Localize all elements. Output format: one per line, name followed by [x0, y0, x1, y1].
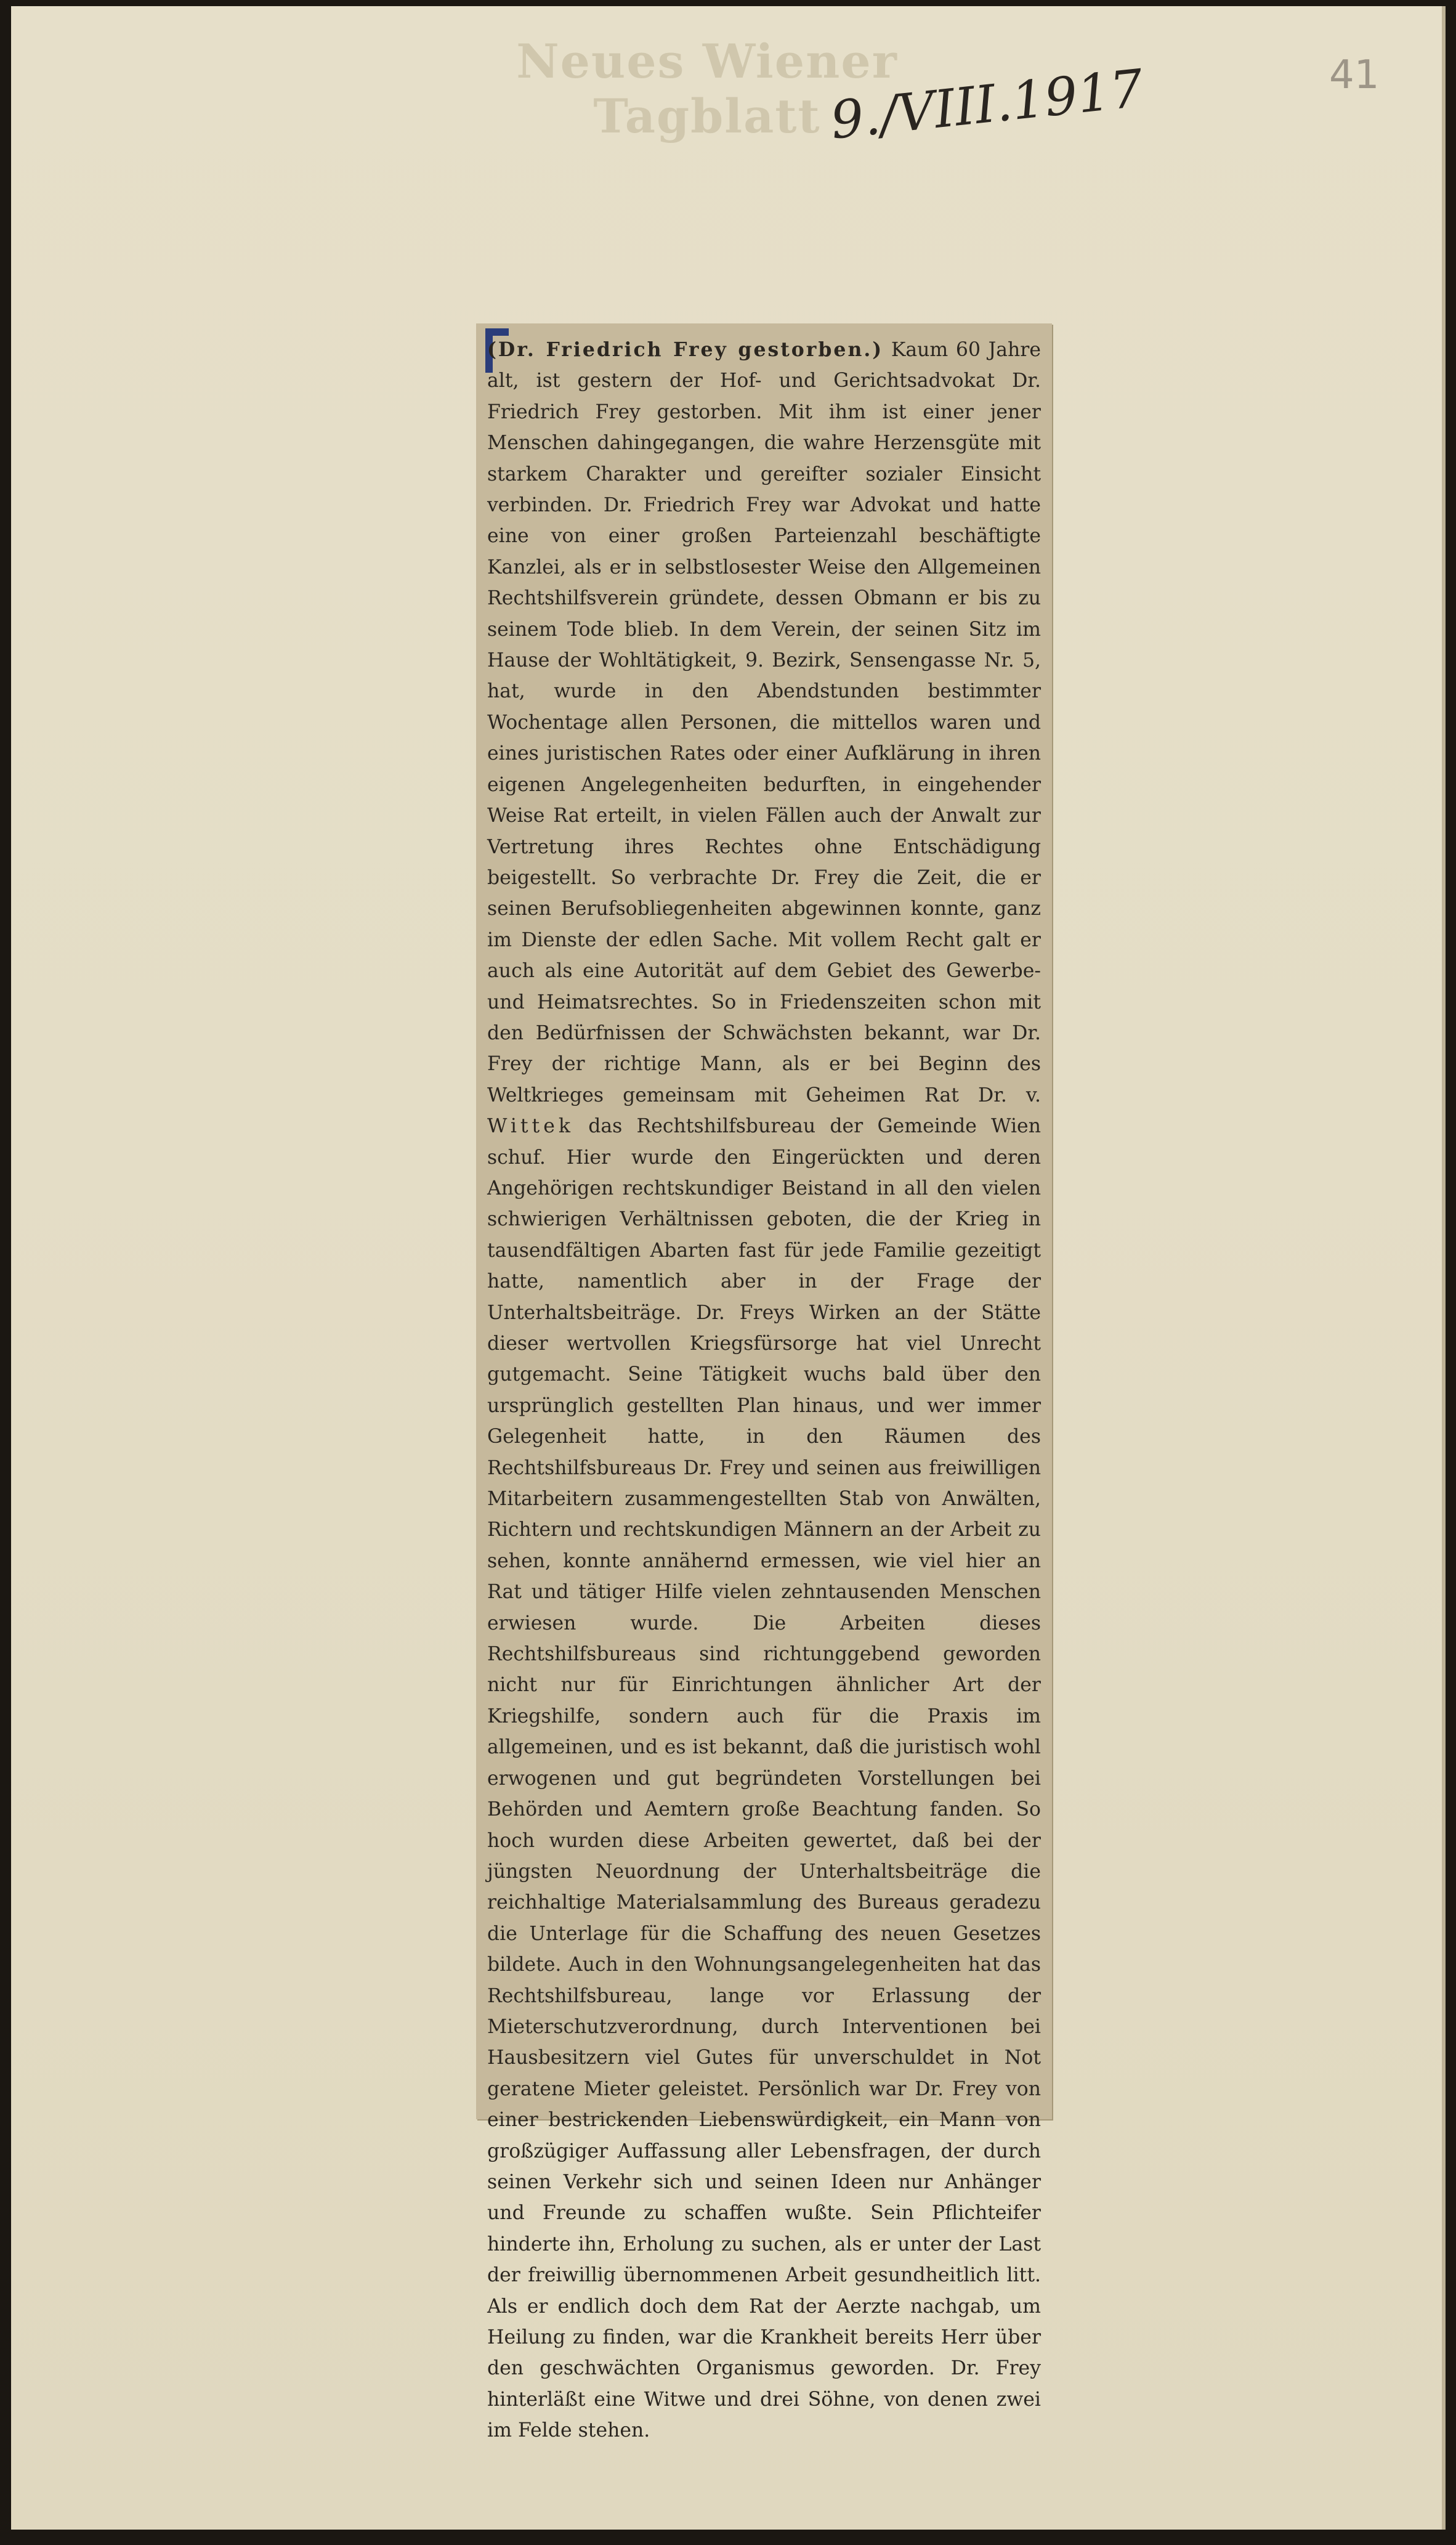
- page-number: 41: [1329, 52, 1380, 98]
- archive-sheet: [11, 6, 1446, 2530]
- article-spaced-name: Wittek: [487, 1115, 574, 1138]
- article-text-part-2: das Rechtshilfsbureau der Gemeinde Wien schuf. Hier wurde den Eingerückten und deren Angehörigen rechtskundiger Beistand in all den vielen schwierigen Verhältnissen geboten, die der Krieg in tausendfältigen Abarten fast für jede Familie gezeitigt hatte, namentlich aber in der Frage der Unterhaltsbeiträge. Dr. Freys Wirken an der Stätte dieser wertvollen Kriegsfürsorge hat viel Unrecht gutgemacht. Seine Tätigkeit wuchs bald über den ursprünglich gestellten Plan hinaus, und wer immer Gelegenheit hatte, in den Räumen des Rechtshilfsbureaus Dr. Frey und seinen aus freiwilligen Mitarbeitern zusammengestellten Stab von Anwälten, Richtern und rechtskundigen Männern an der Arbeit zu sehen, konnte annähernd ermessen, wie viel hier an Rat und tätiger Hilfe vielen zehntausenden Menschen erwiesen wurde. Die Arbeiten dieses Rechtshilfsbureaus sind richtunggebend geworden nicht nur für Einrichtungen ähnlicher Art der Kriegshilfe, sondern auch für die Praxis im allgemeinen, und es ist bekannt, daß die juristisch wohl erwogenen und gut begründeten Vorstellungen bei Behörden und Aemtern große Beachtung fanden. So hoch wurden diese Arbeiten gewertet, daß bei der jüngsten Neuordnung der Unterhaltsbeiträge die reichhaltige Materialsammlung des Bureaus geradezu die Unterlage für die Schaffung des neuen Gesetzes bildete. Auch in den Wohnungsangelegenheiten hat das Rechtshilfsbureau, lange vor Erlassung der Mieterschutzverordnung, durch Interventionen bei Hausbesitzern viel Gutes für unverschuldet in Not geratene Mieter geleistet. Persönlich war Dr. Frey von einer bestrickenden Liebenswürdigkeit, ein Mann von großzügiger Auffassung aller Lebensfragen, der durch seinen Verkehr sich und seinen Ideen nur Anhänger und Freunde zu schaffen wußte. Sein Pflichteifer hinderte ihn, Erholung zu suchen, als er unter der Last der freiwillig übernommenen Arbeit gesundheitlich litt. Als er endlich doch dem Rat der Aerzte nachgab, um Heilung zu finden, war die Krankheit bereits Herr über den geschwächten Organismus geworden. Dr. Frey hinterläßt eine Witwe und drei Söhne, von denen zwei im Felde stehen.: [487, 1115, 1041, 2442]
- article-title: (Dr. Friedrich Frey gestorben.): [487, 338, 884, 361]
- newspaper-clipping: [476, 323, 1052, 2442]
- article-body: [487, 335, 1041, 2442]
- handwritten-date: 9./VIII.1917: [828, 57, 1146, 151]
- newspaper-masthead-stamp: Neues Wiener Tagblatt: [516, 34, 898, 144]
- article-text-part-1: Kaum 60 Jahre alt, ist gestern der Hof- und Gerichtsadvokat Dr. Friedrich Frey gestorben. Mit ihm ist einer jener Menschen dahingegangen, die wahre Herzensgüte mit starkem Charakter und gereifter sozialer Einsicht verbinden. Dr. Friedrich Frey war Advokat und hatte eine von einer großen Parteienzahl beschäftigte Kanzlei, als er in selbstlosester Weise den Allgemeinen Rechtshilfsverein gründete, dessen Obmann er bis zu seinem Tode blieb. In dem Verein, der seinen Sitz im Hause der Wohltätigkeit, 9. Bezirk, Sensengasse Nr. 5, hat, wurde in den Abendstunden bestimmter Wochentage allen Personen, die mittellos waren und eines juristischen Rates oder einer Aufklärung in ihren eigenen Angelegenheiten bedurften, in eingehender Weise Rat erteilt, in vielen Fällen auch der Anwalt zur Vertretung ihres Rechtes ohne Entschädigung beigestellt. So verbrachte Dr. Frey die Zeit, die er seinen Berufsobliegenheiten abgewinnen konnte, ganz im Dienste der edlen Sache. Mit vollem Recht galt er auch als eine Autorität auf dem Gebiet des Gewerbe- und Heimatsrechtes. So in Friedenszeiten schon mit den Bedürfnissen der Schwächsten bekannt, war Dr. Frey der richtige Mann, als er bei Beginn des Weltkrieges gemeinsam mit Geheimen Rat Dr. v.: [487, 339, 1041, 1106]
